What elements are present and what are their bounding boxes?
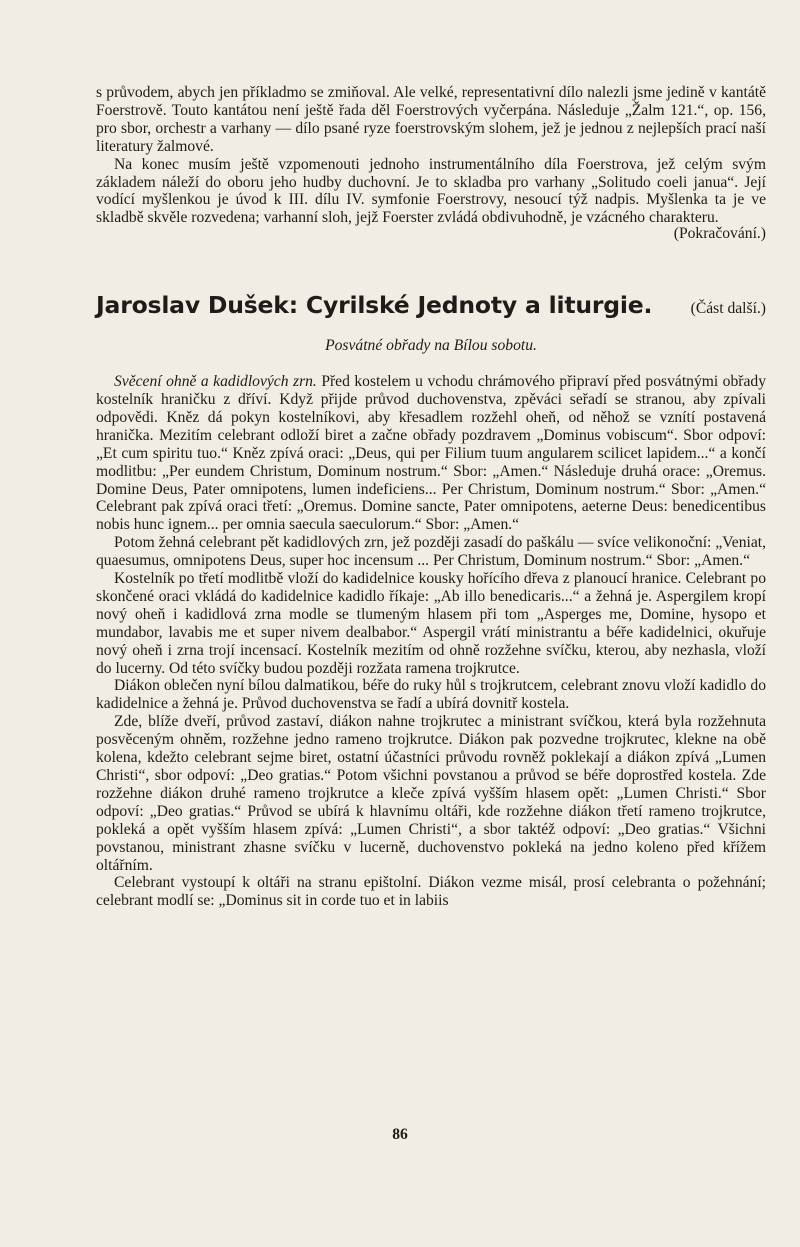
article-title: Jaroslav Dušek: Cyrilské Jednoty a liturgie. — [96, 291, 653, 320]
article-paragraph-6: Celebrant vystoupí k oltáři na stranu epištolní. Diákon vezme misál, prosí celebranta o požehnání; celebrant modlí se: „Dominus sit in corde tuo et in labiis — [96, 874, 766, 910]
page-number: 86 — [392, 1126, 408, 1143]
intro-paragraph-1: s průvodem, abych jen příkladmo se zmiňoval. Ale velké, representativní dílo nalezli jsme jedině v kantátě Foerstrově. Touto kantátou není ještě řada děl Foerstrových vyčerpána. Následuje „Žalm 121.“, op. 156, pro sbor, orchestr a varhany — dílo psané ryze foerstrovským slohem, jež je jednou z nejlepších prací naší literatury žalmové. — [96, 84, 766, 155]
intro-paragraph-2: Na konec musím ještě vzpomenouti jednoho instrumentálního díla Foerstrova, jež celým svým základem náleží do oboru jeho hudby duchovní. Je to skladba pro varhany „Solitudo coeli janua“. Její vodící myšlenkou je úvod k III. dílu IV. symfonie Foerstrovy, nesoucí týž nadpis. Myšlenka ta je ve skladbě skvěle rozvedena; varhanní sloh, jejž Foerster zvládá obdivuhodně, je vzácného charakteru. — [96, 155, 766, 227]
continued-note: (Pokračování.) — [673, 225, 766, 243]
page-body — [96, 84, 766, 910]
article-paragraph-1-text: Před kostelem u vchodu chrámového připraví před posvátnými obřady kostelník hraničku z dříví. Když přijde průvod duchovenstva, zpěváci seřadí se stranou, aby zpívali odpovědi. Kněz dá pokyn kostelníkovi, aby křesadlem rozžehl oheň, od něhož se vznítí postavená hranička. Mezitím celebrant odloží biret a začne obřady pozdravem „Dominus vobiscum“. Sbor odpoví: „Et cum spiritu tuo.“ Kněz zpívá oraci: „Deus, qui per Filium tuum angularem scilicet lapidem...“ a končí modlitbu: „Per eundem Christum, Dominum nostrum.“ Sbor: „Amen.“ Následuje druhá orace: „Oremus. Domine Deus, Pater omnipotens, lumen indeficiens... Per Christum, Dominum nostrum.“ Sbor: „Amen.“ Celebrant pak zpívá oraci třetí: „Oremus. Domine sancte, Pater omnipotens, aeterne Deus: benedicentibus nobis hunc ignem... per omnia saecula saeculorum.“ Sbor: „Amen.“ — [96, 373, 766, 534]
article-paragraph-3: Kostelník po třetí modlitbě vloží do kadidelnice kousky hořícího dřeva z planoucí hranice. Celebrant po skončené oraci vkládá do kadidelnice kadidlo říkaje: „Ab illo benedicaris...“ a žehná je. Aspergilem kropí nový oheň i kadidlová zrna modle se tlumeným hlasem při tom „Asperges me, Domine, hysopo et mundabor, lavabis me et super nivem dealbabor.“ Aspergil vrátí ministrantu a béře kadidelnici, okuřuje nový oheň i zrna trojí incensací. Kostelník mezitím od ohně rozžehne svíčku, kterou, aby nezhasla, vloží do lucerny. Od této svíčky budou později rozžata ramena trojkrutce. — [96, 570, 766, 677]
article-header — [96, 291, 766, 319]
article-subtitle: Posvátné obřady na Bílou sobotu. — [325, 337, 537, 355]
article-paragraph-5: Zde, blíže dveří, průvod zastaví, diákon nahne trojkrutec a ministrant svíčkou, která byla rozžehnuta posvěceným ohněm, rozžehne jedno rameno trojkrutce. Diákon pak pozvedne trojkrutec, klekne na obě kolena, kdežto celebrant sejme biret, ostatní účastníci průvodu rovněž poklekají a diákon zpívá „Lumen Christi“, sbor odpoví: „Deo gratias.“ Potom všichni povstanou a průvod se béře doprostřed kostela. Zde rozžehne diákon druhé rameno trojkrutce a kleče zpívá vyšším hlasem opět: „Lumen Christi.“ Sbor odpoví: „Deo gratias.“ Průvod se ubírá k hlavnímu oltáři, kde rozžehne diákon třetí rameno trojkrutce, pokleká a opět vyšším hlasem zpívá: „Lumen Christi“, a sbor taktéž odpoví: „Deo gratias.“ Všichni povstanou, ministrant zhasne svíčku v lucerně, duchovenstvo pokleká na jedno koleno před křížem oltářním. — [96, 713, 766, 874]
section-lead: Svěcení ohně a kadidlových zrn. — [114, 373, 317, 391]
article-paragraph-2: Potom žehná celebrant pět kadidlových zrn, jež později zasadí do paškálu — svíce velikonoční: „Veniat, quaesumus, omnipotens Deus, super hoc incensum ... Per Christum, Dominum nostrum.“ Sbor: „Amen.“ — [96, 534, 766, 570]
article-paragraph-4: Diákon oblečen nyní bílou dalmatikou, béře do ruky hůl s trojkrutcem, celebrant znovu vloží kadidlo do kadidelnice a žehná je. Průvod duchovenstva se řadí a ubírá dovnitř kostela. — [96, 677, 766, 713]
article-part-label: (Část další.) — [690, 300, 766, 318]
article-paragraph-1 — [96, 373, 766, 534]
